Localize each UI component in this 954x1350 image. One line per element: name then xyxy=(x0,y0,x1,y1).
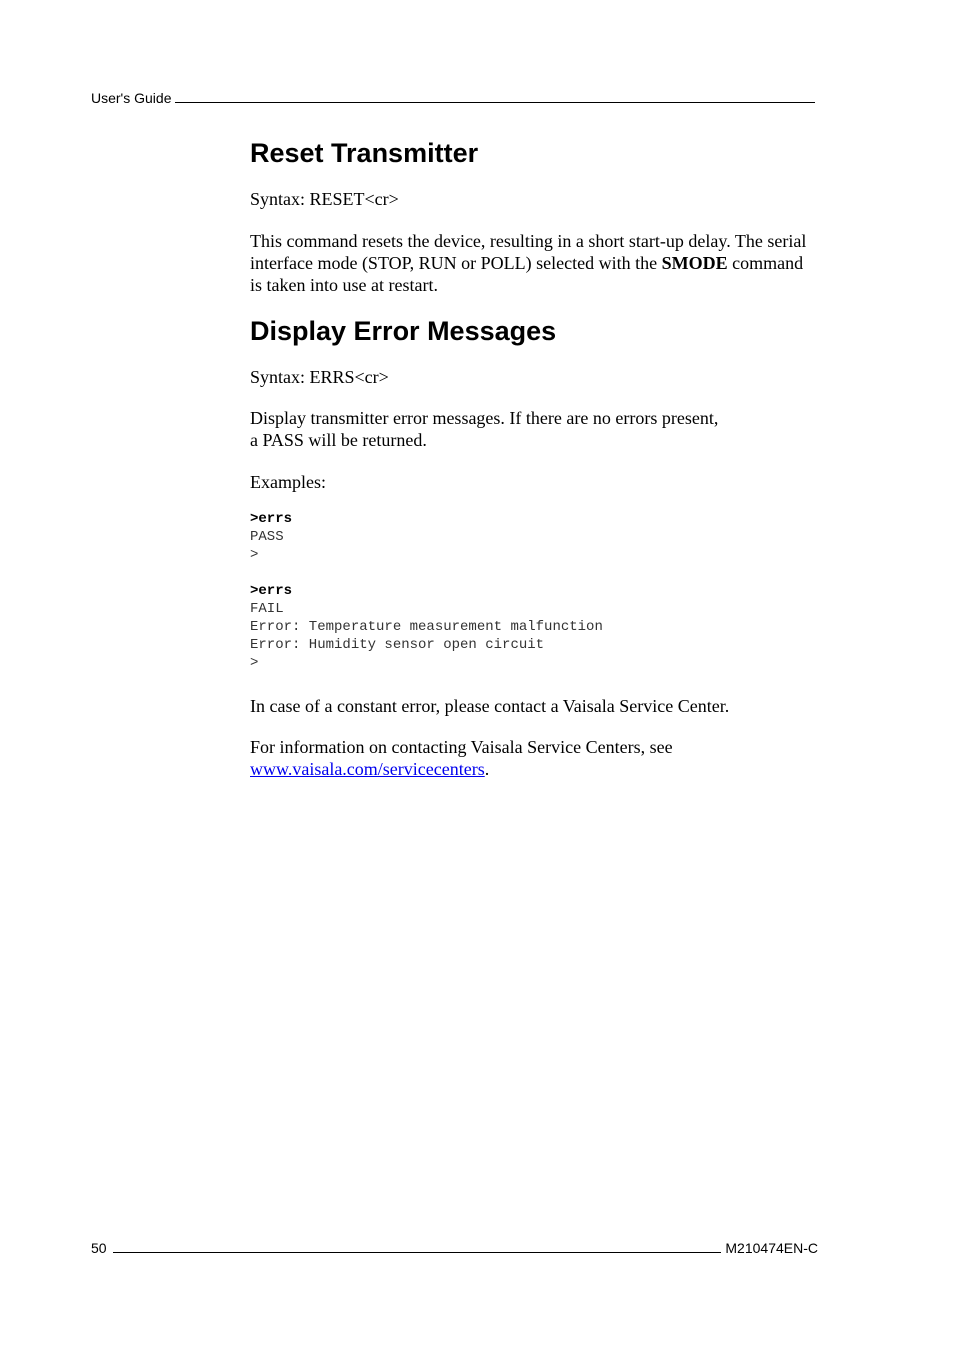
page-header xyxy=(91,90,815,106)
reset-desc-after: command is taken into use at restart. xyxy=(250,253,804,295)
reset-section-title: Reset Transmitter xyxy=(250,138,479,168)
reset-desc-bold: SMODE xyxy=(661,253,728,273)
errs-section-title: Display Error Messages xyxy=(250,316,557,346)
example1-line: > xyxy=(250,547,259,564)
document-id: M210474EN-C xyxy=(725,1240,818,1256)
header-rule xyxy=(175,102,815,103)
service-centers-link[interactable]: www.vaisala.com/servicecenters xyxy=(250,758,485,779)
reset-desc-before: This command resets the device, resulting in a short start-up delay. The serial interface mode (STOP, RUN or POLL) selected with the xyxy=(250,231,807,273)
header-title: User's Guide xyxy=(91,90,172,106)
examples-label: Examples: xyxy=(250,472,326,492)
example2-line: Error: Temperature measurement malfunction xyxy=(250,619,603,636)
link-suffix: . xyxy=(484,758,490,779)
errs-syntax: Syntax: ERRS<cr> xyxy=(250,367,389,387)
example-block-2 xyxy=(250,582,830,673)
page-number: 50 xyxy=(91,1240,107,1256)
example1-command: >errs xyxy=(250,511,293,527)
example2-line: Error: Humidity sensor open circuit xyxy=(250,637,545,654)
info-text xyxy=(250,736,830,780)
errs-desc-line1: Display transmitter error messages. If there are no errors present, xyxy=(250,408,719,428)
page-content xyxy=(250,136,830,780)
example1-line: PASS xyxy=(250,529,284,546)
info-line: For information on contacting Vaisala Service Centers, see xyxy=(250,736,673,757)
errs-description xyxy=(250,407,830,451)
example2-line: > xyxy=(250,655,259,672)
reset-description xyxy=(250,230,815,296)
reset-syntax: Syntax: RESET<cr> xyxy=(250,189,399,209)
page-footer xyxy=(91,1240,818,1256)
example-block-1 xyxy=(250,510,830,565)
example2-command: >errs xyxy=(250,582,293,599)
example2-line: FAIL xyxy=(250,600,284,617)
errs-desc-line2: a PASS will be returned. xyxy=(250,430,427,450)
footer-rule xyxy=(113,1252,722,1253)
contact-text: In case of a constant error, please contact a Vaisala Service Center. xyxy=(250,695,730,716)
